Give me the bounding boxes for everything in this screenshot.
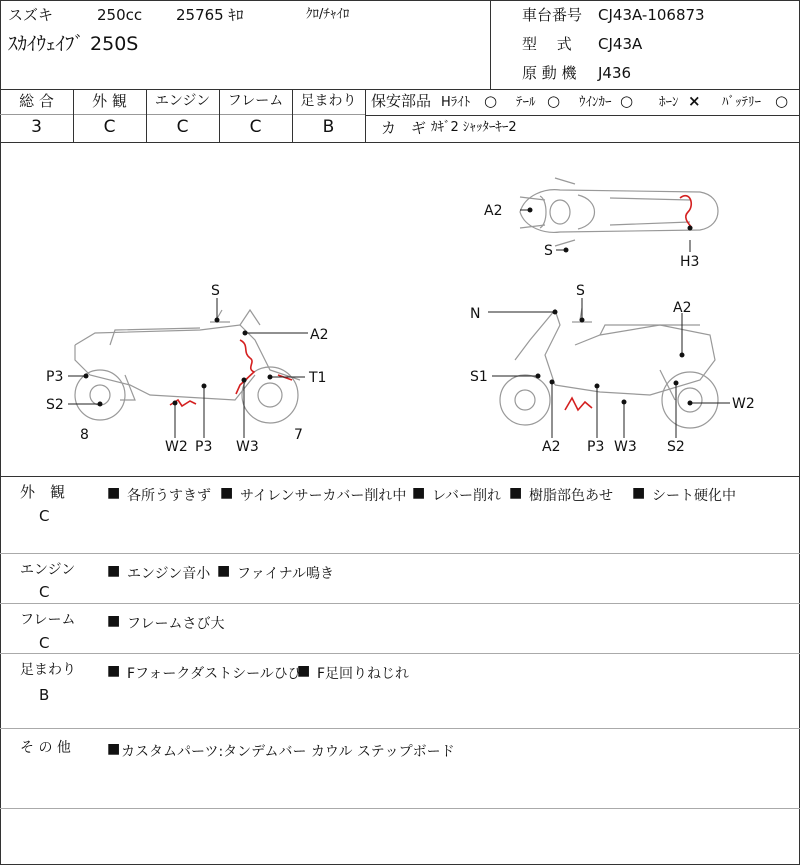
left-label-7: 7 xyxy=(294,427,303,443)
right-label-p3: P3 xyxy=(587,439,605,455)
safety-item-headlight: Hﾗｲﾄ xyxy=(441,95,471,110)
key-value: ｶｷﾞ2 ｼｬｯﾀｰｷｰ2 xyxy=(431,120,517,135)
grade-header-overall: 総 合 xyxy=(19,92,54,110)
grade-value-exterior: C xyxy=(103,117,116,137)
note-exterior-item: レバー削れ xyxy=(432,488,502,504)
grade-header-suspension: 足まわり xyxy=(300,93,357,109)
note-grade-engine: C xyxy=(39,583,50,601)
left-label-8: 8 xyxy=(80,427,89,443)
note-other-item: カスタムパーツ:タンデムバー カウル ステップボード xyxy=(121,744,455,760)
safety-mark-tail: ○ xyxy=(547,92,561,110)
note-bullet: ■ xyxy=(107,741,121,757)
right-label-a2-lower: A2 xyxy=(542,439,561,455)
note-bullet: ■ xyxy=(632,485,646,501)
note-exterior-item: サイレンサーカバー削れ中 xyxy=(240,488,407,504)
grade-value-suspension: B xyxy=(322,117,335,137)
safety-mark-headlight: ○ xyxy=(484,92,498,110)
note-exterior-item: シート硬化中 xyxy=(652,488,736,504)
key-label: カ ギ xyxy=(381,119,427,137)
right-label-w3: W3 xyxy=(614,439,637,455)
top-label-a2: A2 xyxy=(484,203,503,219)
top-label-h3: H3 xyxy=(680,254,700,270)
note-engine-item: エンジン音小 xyxy=(127,566,211,582)
note-bullet: ■ xyxy=(297,663,311,679)
note-bullet: ■ xyxy=(217,563,231,579)
right-label-s1: S1 xyxy=(470,369,488,385)
engine-label: 原 動 機 xyxy=(522,64,577,82)
note-bullet: ■ xyxy=(107,663,121,679)
left-label-w3: W3 xyxy=(236,439,259,455)
grade-value-overall: 3 xyxy=(31,117,42,137)
note-grade-suspension: B xyxy=(39,686,50,704)
note-bullet: ■ xyxy=(412,485,426,501)
note-engine-item: ファイナル鳴き xyxy=(237,566,335,582)
note-exterior-item: 各所うすきず xyxy=(127,488,211,504)
note-suspension-item: Fフォークダストシールひび xyxy=(127,666,302,682)
safety-mark-horn: × xyxy=(688,92,701,110)
grade-header-frame: フレーム xyxy=(227,93,284,109)
left-label-a2: A2 xyxy=(310,327,329,343)
left-label-s2: S2 xyxy=(46,397,64,413)
safety-item-battery: ﾊﾞｯﾃﾘｰ xyxy=(722,95,761,110)
grade-value-engine: C xyxy=(176,117,189,137)
color: ｸﾛ/ﾁｬｲﾛ xyxy=(306,7,350,22)
safety-item-winker: ｳｲﾝｶｰ xyxy=(579,95,612,110)
safety-label: 保安部品 xyxy=(371,92,432,110)
note-label-other: そ の 他 xyxy=(20,740,71,756)
right-label-w2: W2 xyxy=(732,396,755,412)
model-name: ｽｶｲｳｪｲﾌﾞ 250S xyxy=(8,33,139,55)
note-bullet: ■ xyxy=(107,485,121,501)
note-grade-frame: C xyxy=(39,634,50,652)
note-label-engine: エンジン xyxy=(20,562,76,578)
note-exterior-item: 樹脂部色あせ xyxy=(529,488,613,504)
left-label-w2: W2 xyxy=(165,439,188,455)
note-bullet: ■ xyxy=(107,613,121,629)
grade-header-exterior: 外 観 xyxy=(92,92,127,110)
frame-no: CJ43A-106873 xyxy=(598,6,705,24)
right-label-s2: S2 xyxy=(667,439,685,455)
grade-header-engine: エンジン xyxy=(154,93,211,109)
maker: スズキ xyxy=(8,6,54,24)
type-label: 型 式 xyxy=(522,35,572,53)
type-value: CJ43A xyxy=(598,35,643,53)
left-label-t1: T1 xyxy=(309,370,327,386)
damage-diagram xyxy=(0,143,800,476)
right-label-s: S xyxy=(576,283,585,299)
grade-value-frame: C xyxy=(249,117,262,137)
left-label-s: S xyxy=(211,283,220,299)
note-label-exterior: 外 観 xyxy=(20,483,66,501)
note-bullet: ■ xyxy=(509,485,523,501)
note-grade-exterior: C xyxy=(39,507,50,525)
left-view-sketch xyxy=(75,310,300,423)
note-frame-item: フレームさび大 xyxy=(127,616,225,632)
safety-mark-battery: ○ xyxy=(775,92,789,110)
note-suspension-item: F足回りねじれ xyxy=(317,666,410,682)
right-label-a2-upper: A2 xyxy=(673,300,692,316)
right-label-n: N xyxy=(470,306,481,322)
right-view-sketch xyxy=(500,308,718,428)
top-label-s: S xyxy=(544,243,553,259)
left-label-p3-lower: P3 xyxy=(195,439,213,455)
note-bullet: ■ xyxy=(220,485,234,501)
engine-value: J436 xyxy=(598,64,632,82)
frame-no-label: 車台番号 xyxy=(522,6,583,24)
safety-item-horn: ﾎｰﾝ xyxy=(659,95,679,110)
safety-item-tail: ﾃｰﾙ xyxy=(516,95,536,110)
left-label-p3-upper: P3 xyxy=(46,369,64,385)
mileage: 25765 ｷﾛ xyxy=(176,6,244,24)
note-label-frame: フレーム xyxy=(20,612,76,628)
displacement: 250cc xyxy=(97,6,143,24)
safety-mark-winker: ○ xyxy=(620,92,634,110)
note-label-suspension: 足まわり xyxy=(20,662,76,678)
note-bullet: ■ xyxy=(107,563,121,579)
